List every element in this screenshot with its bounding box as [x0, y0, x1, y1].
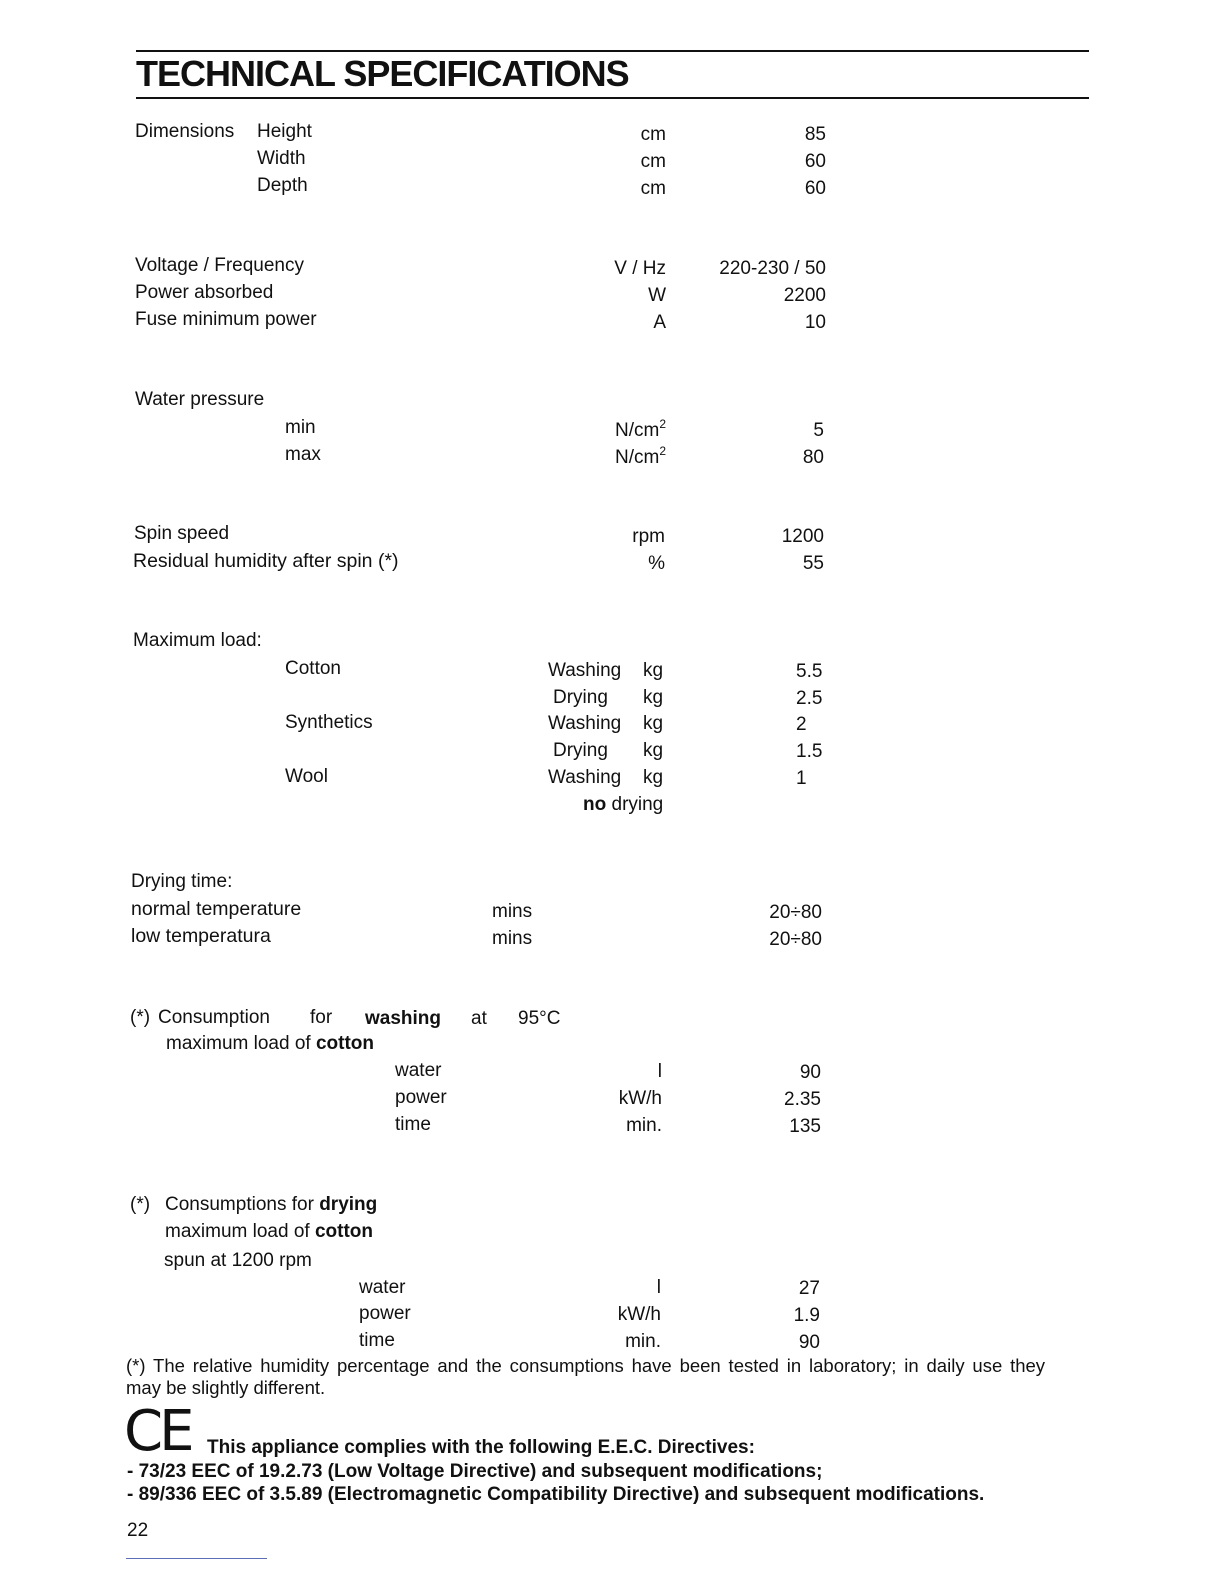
pressure-min-unit: $N/cm^2$ — [614, 417, 666, 441]
dim-width-value: 60 — [804, 151, 826, 172]
residual-humidity-unit: % — [648, 553, 665, 574]
washing-power-label: power — [395, 1087, 447, 1108]
water-pressure-label: Water pressure — [135, 389, 265, 410]
washing-water-label: water — [395, 1060, 442, 1081]
dimensions-label: Dimensions — [135, 121, 235, 142]
footnote-line-1: (*) The relative humidity percentage and the consumptions have been tested in laboratory; in daily use they — [126, 1355, 1046, 1376]
drying-power-value: 1.9 — [793, 1305, 820, 1326]
pressure-min-label: min — [285, 417, 316, 438]
washing-word-for: for — [310, 1007, 333, 1028]
power-absorbed-label: Power absorbed — [135, 282, 274, 303]
spin-speed-value: 1200 — [781, 526, 824, 547]
normal-temp-label: normal temperature — [131, 898, 302, 920]
pressure-min-value: 5 — [813, 420, 824, 441]
drying-marker: (*) — [130, 1194, 151, 1215]
washing-power-unit: kW/h — [618, 1088, 662, 1109]
bottom-link-rule — [126, 1558, 267, 1559]
dim-depth-label: Depth — [257, 175, 308, 196]
washing-word-temp: 95°C — [518, 1008, 561, 1029]
synthetics-washing-value: 2 — [796, 714, 807, 735]
drying-max-load-line: maximum load of cotton — [165, 1221, 373, 1242]
voltage-value: 220-230 / 50 — [719, 258, 826, 279]
directive-emc: - 89/336 EEC of 3.5.89 (Electromagnetic Compatibility Directive) and subsequent modifications. — [127, 1484, 985, 1505]
cotton-drying-label: Drying — [553, 687, 608, 708]
cotton-label: Cotton — [285, 658, 341, 679]
ce-mark: CE — [124, 1399, 191, 1464]
drying-time-value: 90 — [798, 1332, 820, 1353]
normal-temp-unit: mins — [492, 901, 533, 922]
pressure-max-value: 80 — [802, 447, 824, 468]
drying-power-label: power — [359, 1303, 411, 1324]
residual-humidity-value: 55 — [802, 553, 824, 574]
synthetics-washing-unit: kg — [643, 713, 664, 734]
drying-time-label-row: time — [359, 1330, 395, 1351]
cotton-washing-unit: kg — [643, 660, 664, 681]
wool-no-drying: no drying — [583, 794, 664, 815]
power-absorbed-value: 2200 — [783, 285, 826, 306]
drying-water-label: water — [359, 1277, 406, 1298]
voltage-label: Voltage / Frequency — [135, 255, 304, 276]
cotton-washing-value: 5.5 — [796, 661, 823, 682]
low-temp-label: low temperatura — [131, 925, 271, 947]
residual-humidity-label: Residual humidity after spin (*) — [133, 550, 399, 572]
fuse-unit: A — [653, 312, 666, 333]
drying-power-unit: kW/h — [617, 1304, 661, 1325]
compliance-heading: This appliance complies with the following E.E.C. Directives: — [207, 1437, 755, 1458]
drying-spun-line: spun at 1200 rpm — [164, 1250, 312, 1271]
normal-temp-value: 20÷80 — [769, 902, 822, 923]
cotton-washing-label: Washing — [548, 660, 622, 681]
drying-consumptions-line: Consumptions for drying — [165, 1194, 378, 1215]
spin-speed-label: Spin speed — [134, 523, 230, 544]
cotton-drying-unit: kg — [643, 687, 664, 708]
top-rule — [136, 50, 1089, 52]
synthetics-drying-unit: kg — [643, 740, 664, 761]
pressure-max-label: max — [285, 444, 321, 465]
spin-speed-unit: rpm — [632, 526, 665, 547]
washing-water-value: 90 — [799, 1062, 821, 1083]
washing-word-at: at — [471, 1008, 487, 1029]
washing-power-value: 2.35 — [784, 1089, 821, 1110]
wool-label: Wool — [285, 766, 328, 787]
title-underline — [136, 97, 1089, 99]
low-temp-unit: mins — [492, 928, 533, 949]
dim-height-value: 85 — [804, 124, 826, 145]
dim-width-label: Width — [257, 148, 306, 169]
dim-height-label: Height — [257, 121, 312, 142]
cotton-drying-value: 2.5 — [796, 688, 823, 709]
voltage-unit: V / Hz — [614, 258, 666, 279]
max-load-label: Maximum load: — [133, 630, 262, 651]
washing-time-label: time — [395, 1114, 431, 1135]
synthetics-drying-label: Drying — [553, 740, 608, 761]
wool-washing-unit: kg — [643, 767, 664, 788]
drying-time-unit: min. — [625, 1331, 661, 1352]
washing-word-washing: washing — [365, 1008, 442, 1029]
washing-water-unit: l — [657, 1061, 662, 1082]
washing-max-load-line: maximum load of cotton — [166, 1033, 374, 1054]
page-number: 22 — [127, 1520, 149, 1541]
washing-word-consumption: Consumption — [158, 1007, 270, 1028]
dim-width-unit: cm — [640, 151, 666, 172]
washing-time-value: 135 — [789, 1116, 821, 1137]
washing-time-unit: min. — [626, 1115, 662, 1136]
wool-washing-label: Washing — [548, 767, 622, 788]
washing-marker: (*) — [130, 1007, 151, 1028]
drying-water-unit: l — [656, 1277, 661, 1298]
fuse-value: 10 — [804, 312, 826, 333]
page-title: TECHNICAL SPECIFICATIONS — [136, 53, 629, 94]
power-absorbed-unit: W — [648, 285, 666, 306]
pressure-max-unit: $N/cm^2$ — [614, 444, 666, 468]
drying-time-label: Drying time: — [131, 871, 233, 892]
footnote-line-2: may be slightly different. — [126, 1377, 326, 1398]
fuse-label: Fuse minimum power — [135, 309, 317, 330]
synthetics-label: Synthetics — [285, 712, 373, 733]
directive-low-voltage: - 73/23 EEC of 19.2.73 (Low Voltage Directive) and subsequent modifications; — [127, 1461, 823, 1482]
dim-depth-unit: cm — [640, 178, 666, 199]
wool-washing-value: 1 — [796, 768, 807, 789]
dim-height-unit: cm — [640, 124, 666, 145]
drying-water-value: 27 — [798, 1278, 820, 1299]
synthetics-drying-value: 1.5 — [796, 741, 823, 762]
low-temp-value: 20÷80 — [769, 929, 822, 950]
dim-depth-value: 60 — [804, 178, 826, 199]
synthetics-washing-label: Washing — [548, 713, 622, 734]
